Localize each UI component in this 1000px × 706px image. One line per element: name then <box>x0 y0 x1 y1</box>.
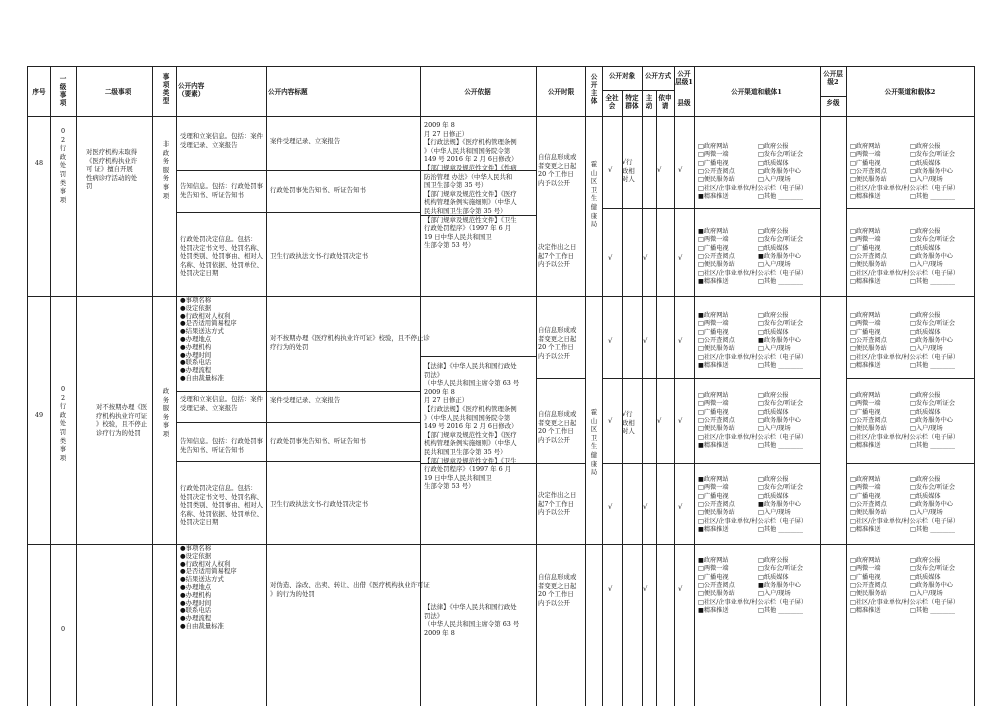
row49-ch1-c-opt-other: □其他 ________ <box>758 525 803 533</box>
row50-ch2-a-opt-4: □广播电视 <box>850 573 881 581</box>
row50-ch1-a-opt-0: ■政府网站 <box>698 557 729 564</box>
row50-check-active: √ <box>643 585 648 593</box>
row48-ch2-a-opt-community: □社区/企事业单位/村公示栏（电子屏） <box>850 184 960 192</box>
row48-check-active-2: √ <box>643 254 648 262</box>
row48-ch1-a-opt-9: □入户/现场 <box>758 176 791 184</box>
grid-line <box>846 66 847 706</box>
row48-ch1-b-opt-4: □广播电视 <box>698 244 729 252</box>
row49-ch2-b-opt-community: □社区/企事业单位/村公示栏（电子屏） <box>850 433 960 441</box>
grid-line <box>176 66 177 706</box>
row50-ch1-a-opt-6: □公开查阅点 <box>698 581 735 589</box>
row49-ch1-b-opt-other: □其他 ________ <box>758 441 803 449</box>
row49-ch1-c-opt-3: □发布会/听证会 <box>758 484 804 492</box>
row48-ch2-b-opt-other: □其他 ________ <box>910 277 955 285</box>
row48-ch1-b-opt-precise: ■精准推送 <box>698 277 729 285</box>
grid-line <box>152 66 153 706</box>
row50-elements: ●事项名称 ●设定依据 ●行政相对人权利 ●是否适用简易程序 ●结果送达方式 ●办理地点 ●办理机构 ●办理时间 ●联系电话 ●办理流程 ●自由裁量标准 <box>180 544 237 630</box>
grid-line <box>602 463 820 464</box>
row49-ch2-c-opt-9: □入户/现场 <box>910 509 943 517</box>
row49-ch1-a-opt-4: □广播电视 <box>698 328 729 336</box>
row49-ch1-b-opt-1: □政府公报 <box>758 392 789 399</box>
row49-ch2-c-opt-7: □政务服务中心 <box>910 500 953 508</box>
row50-ch1-a-opt-9: □入户/现场 <box>758 590 791 598</box>
row49-ch2-a-opt-8: □便民服务站 <box>850 345 887 353</box>
grid-line <box>76 66 77 706</box>
row50-title-top: 对伪造、涂改、出卖、转让、出借《医疗机构执业许可证 》的行为的处罚 <box>270 581 430 598</box>
row49-ch1-a-opt-other: □其他 ________ <box>758 361 803 369</box>
row49-ch1-c-opt-precise: ■精准推送 <box>698 525 729 533</box>
row49-ch2-c-opt-other: □其他 ________ <box>910 525 955 533</box>
row49-ch2-b-opt-4: □广播电视 <box>850 408 881 416</box>
row48-ch2-a-opt-9: □入户/现场 <box>910 176 943 184</box>
row50-ch2-a-opt-other: □其他 ________ <box>910 606 955 614</box>
row49-ch1-a-opt-8: □便民服务站 <box>698 345 735 353</box>
row50-ch2-a-opt-9: □入户/现场 <box>910 590 943 598</box>
row49-ch2-b-opt-0: □政府网站 <box>850 392 881 399</box>
row49-ch2-a-opt-7: □政务服务中心 <box>910 336 953 344</box>
row49-ch2-b-opt-8: □便民服务站 <box>850 425 887 433</box>
row48-ch1-b-opt-3: □发布会/听证会 <box>758 236 804 244</box>
row49-ch2-a-opt-2: □两微一端 <box>850 320 881 328</box>
row49-ch1-a-opt-community: □社区/企事业单位/村公示栏（电子屏） <box>698 353 808 361</box>
row49-ch1-a-opt-6: □公开查阅点 <box>698 336 735 344</box>
row50-ch1-a-opt-3: □发布会/听证会 <box>758 565 804 573</box>
row48-level1: 0 2 行 政 处 罚 类 事 项 <box>59 127 67 204</box>
row50-ch2-a-opt-5: □纸质媒体 <box>910 573 941 581</box>
row48-ch2-b-opt-3: □发布会/听证会 <box>910 236 956 244</box>
grid-line <box>642 66 643 706</box>
header-target-all: 全社 会 <box>605 94 619 110</box>
row48-decision-content: 行政处罚决定信息。包括： 处罚决定书文号、处罚名称、 处罚类别、处罚事由、相对人 名称、处罚依据、处罚单位、 处罚决定日期 <box>180 235 264 278</box>
row49-ch1-a-opt-9: □入户/现场 <box>758 345 791 353</box>
row48-ch1-b-opt-9: □入户/现场 <box>758 261 791 269</box>
header-target-specific: 特定 群体 <box>625 94 639 110</box>
row49-ch1-a-opt-0: ■政府网站 <box>698 312 729 319</box>
row49-ch2-a-opt-0: □政府网站 <box>850 312 881 319</box>
row49-ch1-b-opt-6: □公开查阅点 <box>698 416 735 424</box>
row48-no: 48 <box>34 159 44 167</box>
grid-line <box>974 66 975 706</box>
row48-check-county: √ <box>678 166 683 174</box>
grid-line <box>536 66 537 706</box>
header-town: 乡级 <box>826 99 840 107</box>
row48-ch2-b-opt-1: □政府公报 <box>910 228 941 235</box>
header-content: 公开内容 （要素） <box>178 82 205 98</box>
row49-ch2-b-opt-5: □纸质媒体 <box>910 408 941 416</box>
row48-ch2-a-opt-other: □其他 ________ <box>910 192 955 200</box>
row48-ch2-a-opt-precise: □精准推送 <box>850 192 881 200</box>
row50-ch2-a-opt-precise: □精准推送 <box>850 606 881 614</box>
row48-ch1-a-opt-1: □政府公报 <box>758 143 789 150</box>
row49-ch1-a-opt-1: □政府公报 <box>758 312 789 319</box>
row49-ch2-a-opt-6: □公开查阅点 <box>850 336 887 344</box>
row48-type: 非 政 务 服 务 事 项 <box>162 140 170 200</box>
row50-ch1-a-opt-other: □其他 ________ <box>758 606 803 614</box>
row50-ch2-a-opt-2: □两微一端 <box>850 565 881 573</box>
row48-ch2-b-opt-6: □公开查阅点 <box>850 252 887 260</box>
row48-time-change: 自信息形成或 者变更之日起 20 个工作日 内予以公开 <box>538 153 577 187</box>
row49-level1: 0 2 行 政 处 罚 类 事 项 <box>59 385 67 462</box>
grid-line <box>536 378 585 379</box>
header-channel2: 公开渠道和载体2 <box>884 88 936 96</box>
row49-ch2-a-opt-4: □广播电视 <box>850 328 881 336</box>
row49-ch2-c-opt-0: □政府网站 <box>850 476 881 483</box>
row48-ch2-b-opt-community: □社区/企事业单位/村公示栏（电子屏） <box>850 269 960 277</box>
row48-time-decision: 决定作出之日 起7个工作日 内予以公开 <box>538 243 577 269</box>
row50-ch1-a-opt-2: □两微一端 <box>698 565 729 573</box>
row50-ch1-a-opt-7: ■政务服务中心 <box>758 581 801 589</box>
row48-ch1-a-opt-2: □两微一端 <box>698 151 729 159</box>
row48-ch2-a-opt-3: □发布会/听证会 <box>910 151 956 159</box>
row49-ch2-a-opt-1: □政府公报 <box>910 312 941 319</box>
row49-ch2-b-opt-9: □入户/现场 <box>910 425 943 433</box>
row49-subject: 霍 山 区 卫 生 健 康 局 <box>590 408 598 477</box>
row48-notice-content: 告知信息。包括：行政处罚事 先告知书、听证告知书 <box>180 182 264 199</box>
grid-line <box>846 463 974 464</box>
row49-notice-content: 告知信息。包括：行政处罚事 先告知书、听证告知书 <box>180 437 264 454</box>
grid-line <box>420 66 421 706</box>
row49-ch2-c-opt-2: □两微一端 <box>850 484 881 492</box>
row48-ch2-b-opt-7: □政务服务中心 <box>910 252 953 260</box>
row49-ch1-a-opt-2: □两微一端 <box>698 320 729 328</box>
header-target: 公开对象 <box>608 72 636 80</box>
row49-notice-title: 行政处罚事先告知书、听证告知书 <box>270 437 366 445</box>
row50-ch2-a-opt-7: □政务服务中心 <box>910 581 953 589</box>
header-county: 县级 <box>677 99 691 107</box>
row48-ch2-a-opt-0: □政府网站 <box>850 143 881 150</box>
row49-ch1-b-opt-4: □广播电视 <box>698 408 729 416</box>
header-level1: 一 级 事 项 <box>59 75 67 107</box>
row48-ch1-b-opt-2: □两微一端 <box>698 236 729 244</box>
row48-ch2-a-opt-5: □纸质媒体 <box>910 159 941 167</box>
row49-time-decision: 决定作出之日 起7个工作日 内予以公开 <box>538 491 577 517</box>
row48-ch2-b-opt-5: □纸质媒体 <box>910 244 941 252</box>
row49-type: 政 务 服 务 事 项 <box>162 387 170 438</box>
row48-ch1-a-opt-precise: ■精准推送 <box>698 192 729 200</box>
row49-ch1-b-opt-2: □两微一端 <box>698 400 729 408</box>
row50-check-all: √ <box>608 585 613 593</box>
row48-ch2-b-opt-2: □两微一端 <box>850 236 881 244</box>
row49-elements: ●事项名称 ●设定依据 ●行政相对人权利 ●是否适用简易程序 ●结果送达方式 ●办理地点 ●办理机构 ●办理时间 ●联系电话 ●办理流程 ●自由裁量标准 <box>180 296 237 382</box>
row49-accept-title: 案件受理记录、立案报告 <box>270 396 341 404</box>
row49-ch2-a-opt-5: □纸质媒体 <box>910 328 941 336</box>
row48-ch1-b-opt-7: ■政务服务中心 <box>758 252 801 260</box>
row48-ch2-b-opt-0: □政府网站 <box>850 228 881 235</box>
row49-ch2-c-opt-precise: □精准推送 <box>850 525 881 533</box>
header-method-apply: 依申 请 <box>658 94 672 110</box>
row50-ch2-a-opt-0: □政府网站 <box>850 557 881 564</box>
grid-line <box>846 378 974 379</box>
header-time: 公开时限 <box>547 88 575 96</box>
row48-ch1-a-opt-5: □纸质媒体 <box>758 159 789 167</box>
row49-level2: 对不按期办理《医 疗机构执业许可证 》校验，且不停止 诊疗行为的处罚 <box>96 403 148 437</box>
row49-ch1-c-opt-8: □便民服务站 <box>698 509 735 517</box>
row49-check-active-2: √ <box>643 503 648 511</box>
row49-ch1-b-opt-3: □发布会/听证会 <box>758 400 804 408</box>
grid-line <box>846 208 974 209</box>
row50-level1: 0 <box>60 625 66 633</box>
row48-accept-content: 受理和立案信息。包括：案件 受理记录、立案报告 <box>180 132 264 149</box>
row49-target: √行 政相 对人 <box>622 410 635 436</box>
header-type: 事 项 类 型 <box>162 73 170 105</box>
row48-ch1-a-opt-6: □公开查阅点 <box>698 167 735 175</box>
row48-ch1-a-opt-other: □其他 ________ <box>758 192 803 200</box>
row48-subject: 霍 山 区 卫 生 健 康 局 <box>590 160 598 229</box>
grid-line <box>176 422 420 423</box>
grid-line <box>602 66 603 706</box>
row48-level2: 对医疗机构未取得 《医疗机构执业许 可 证》擅自开展 性病诊疗活动的处 罚 <box>86 148 138 191</box>
row49-ch2-c-opt-6: □公开查阅点 <box>850 500 887 508</box>
row48-ch1-a-opt-8: □便民服务站 <box>698 176 735 184</box>
row48-ch2-a-opt-2: □两微一端 <box>850 151 881 159</box>
row49-ch2-b-opt-other: □其他 ________ <box>910 441 955 449</box>
header-subject: 公 开 主 体 <box>590 73 598 105</box>
row49-ch1-b-opt-community: □社区/企事业单位/村公示栏（电子屏） <box>698 433 808 441</box>
row48-target: √行 政相 对人 <box>622 158 635 184</box>
row49-ch2-b-opt-precise: □精准推送 <box>850 441 881 449</box>
header-no: 序号 <box>32 88 46 96</box>
row49-ch1-c-opt-6: □公开查阅点 <box>698 500 735 508</box>
grid-line <box>602 208 820 209</box>
row48-ch1-b-opt-5: □纸质媒体 <box>758 244 789 252</box>
header-basis: 公开依据 <box>464 88 491 96</box>
row49-decision-content: 行政处罚决定信息。包括： 处罚决定书文号、处罚名称、 处罚类别、处罚事由、相对人 名称、处罚依据、处罚单位、 处罚决定日期 <box>180 484 264 527</box>
grid-line <box>536 463 585 464</box>
row49-ch2-b-opt-1: □政府公报 <box>910 392 941 399</box>
row48-ch2-a-opt-7: □政务服务中心 <box>910 167 953 175</box>
row49-ch1-c-opt-1: □政府公报 <box>758 476 789 483</box>
row49-ch1-a-opt-3: □发布会/听证会 <box>758 320 804 328</box>
header-scope2: 公开层 级2 <box>823 70 843 86</box>
row48-ch2-a-opt-8: □便民服务站 <box>850 176 887 184</box>
row48-check-all: √ <box>608 166 613 174</box>
row50-time-change: 自信息形成或 者变更之日起 20 个工作日 内予以公开 <box>538 573 577 607</box>
row50-basis: 【法律】《中华人民共和国行政处 罚法》 （中华人民共和国主席令第 63 号 2009 年 8 <box>424 603 520 637</box>
row48-ch2-b-opt-8: □便民服务站 <box>850 261 887 269</box>
row50-check-county: √ <box>678 585 683 593</box>
row49-title-top: 对不按期办理《医疗机构执业许可证》校验，且不停止诊 疗行为的处罚 <box>270 334 430 351</box>
row49-ch2-c-opt-8: □便民服务站 <box>850 509 887 517</box>
row49-ch2-c-opt-5: □纸质媒体 <box>910 492 941 500</box>
row49-check-county: √ <box>678 417 683 425</box>
row50-ch2-a-opt-community: □社区/企事业单位/村公示栏（电子屏） <box>850 598 960 606</box>
header-scope1: 公开 层级1 <box>675 70 693 86</box>
grid-line <box>266 66 267 706</box>
row49-time-change: 自信息形成或 者变更之日起 20 个工作日 内予以公开 <box>538 326 577 360</box>
row49-accept-content: 受理和立案信息。包括：案件 受理记录、立案报告 <box>180 395 264 412</box>
row49-check-all-2: √ <box>608 503 613 511</box>
grid-line <box>820 66 821 706</box>
row48-ch1-b-opt-other: □其他 ________ <box>758 277 803 285</box>
grid-line <box>27 116 974 117</box>
row48-ch2-b-opt-9: □入户/现场 <box>910 261 943 269</box>
row49-ch1-c-opt-5: □纸质媒体 <box>758 492 789 500</box>
row49-ch1-b-opt-7: □政务服务中心 <box>758 416 801 424</box>
row49-ch2-a-opt-9: □入户/现场 <box>910 345 943 353</box>
grid-line <box>602 378 820 379</box>
row48-ch1-a-opt-3: □发布会/听证会 <box>758 151 804 159</box>
row49-ch1-c-opt-7: ■政务服务中心 <box>758 500 801 508</box>
header-method-active: 主 动 <box>645 94 653 110</box>
row48-ch1-b-opt-6: □公开查阅点 <box>698 252 735 260</box>
header-level2: 二级事项 <box>104 88 132 96</box>
row48-ch1-b-opt-0: ■政府网站 <box>698 228 729 235</box>
row48-ch2-b-opt-precise: □精准推送 <box>850 277 881 285</box>
row49-ch1-a-opt-7: ■政务服务中心 <box>758 336 801 344</box>
header-channel1: 公开渠道和载体1 <box>731 88 782 96</box>
grid-line <box>602 90 674 91</box>
row49-check-county-2: √ <box>678 503 683 511</box>
row49-ch2-b-opt-6: □公开查阅点 <box>850 416 887 424</box>
grid-line <box>27 66 974 67</box>
row49-ch1-c-opt-2: □两微一端 <box>698 484 729 492</box>
row49-ch2-a-opt-community: □社区/企事业单位/村公示栏（电子屏） <box>850 353 960 361</box>
grid-line <box>50 66 51 706</box>
row50-ch2-a-opt-3: □发布会/听证会 <box>910 565 956 573</box>
row48-ch2-b-opt-4: □广播电视 <box>850 244 881 252</box>
row49-decision-title: 卫生行政执法文书-行政处罚决定书 <box>270 500 369 508</box>
row49-ch2-a-opt-other: □其他 ________ <box>910 361 955 369</box>
grid-line <box>420 356 536 357</box>
row50-ch1-a-opt-8: □便民服务站 <box>698 590 735 598</box>
row48-ch1-b-opt-8: □便民服务站 <box>698 261 735 269</box>
row49-ch1-b-opt-9: □入户/现场 <box>758 425 791 433</box>
row49-no: 49 <box>34 411 44 419</box>
row49-ch2-b-opt-3: □发布会/听证会 <box>910 400 956 408</box>
row49-ch2-c-opt-3: □发布会/听证会 <box>910 484 956 492</box>
row48-ch1-a-opt-4: □广播电视 <box>698 159 729 167</box>
grid-line <box>176 461 420 462</box>
row49-ch1-a-opt-precise: ■精准推送 <box>698 361 729 369</box>
row49-ch2-c-opt-community: □社区/企事业单位/村公示栏（电子屏） <box>850 517 960 525</box>
row49-ch1-c-opt-community: □社区/企事业单位/村公示栏（电子屏） <box>698 517 808 525</box>
grid-line <box>674 66 675 706</box>
row48-basis: 2009 年 8 月 27 日修正） 【行政法规】《医疗机构管理条例 》（中华人民共和国国务院令第 149 号 2016 年 2 月 6日修改） 【部门规章及规范性文件】《性病 防治管理 办法》（中华人民共和 国卫生部令第 35 号） 【部门规章及规范性文件】《医疗 机构管理条例实施细则》（中华人 民共和国卫生部令第 35 号） 【部门规章及规范性文件】《卫生 行政处罚程序》（1997 年 6 月 19 日中华人民共和国卫 生部令第 53 号） <box>424 121 518 250</box>
row49-ch1-c-opt-4: □广播电视 <box>698 492 729 500</box>
row49-ch1-c-opt-9: □入户/现场 <box>758 509 791 517</box>
row49-ch2-b-opt-7: □政务服务中心 <box>910 416 953 424</box>
row48-decision-title: 卫生行政执法文书-行政处罚决定书 <box>270 252 369 260</box>
row50-ch1-a-opt-1: □政府公报 <box>758 557 789 564</box>
grid-line <box>694 66 695 706</box>
row50-ch2-a-opt-8: □便民服务站 <box>850 590 887 598</box>
row50-ch2-a-opt-1: □政府公报 <box>910 557 941 564</box>
row48-ch1-a-opt-community: □社区/企事业单位/村公示栏（电子屏） <box>698 184 808 192</box>
row48-ch2-a-opt-4: □广播电视 <box>850 159 881 167</box>
row48-ch2-a-opt-1: □政府公报 <box>910 143 941 150</box>
row48-notice-title: 行政处罚事先告知书、听证告知书 <box>270 186 366 194</box>
row49-ch1-a-opt-5: □纸质媒体 <box>758 328 789 336</box>
row48-ch2-a-opt-6: □公开查阅点 <box>850 167 887 175</box>
row48-ch1-b-opt-community: □社区/企事业单位/村公示栏（电子屏） <box>698 269 808 277</box>
row49-time-change-2: 自信息形成或 者变更之日起 20 个工作日 内予以公开 <box>538 410 577 444</box>
row48-check-active: √ <box>657 166 662 174</box>
row48-accept-title: 案件受理记录、立案报告 <box>270 137 341 145</box>
header-method: 公开方式 <box>644 72 672 80</box>
row49-check-county-0: √ <box>678 337 683 345</box>
row49-ch1-b-opt-precise: ■精准推送 <box>698 441 729 449</box>
row48-ch1-a-opt-0: □政府网站 <box>698 143 729 150</box>
row49-basis: 【法律】《中华人民共和国行政处 罚法》 （中华人民共和国主席令第 63 号 2009 年 8 月 27 日修正） 【行政法规】《医疗机构管理条例 》（中华人民共和国国务院令第 149 号 2016 年 2 月 6日修改） 【部门规章及规范性文件】《医疗 机构管理条例实施细则》（中华人 民共和国卫生部令第 35 号） 【部门规章及规范性文件】《卫生 行政处罚程序》（1997 年 6 月 19 日中华人民共和国卫 生部令第 53 号） <box>424 362 520 491</box>
row48-ch1-a-opt-7: □政务服务中心 <box>758 167 801 175</box>
row49-ch1-b-opt-5: □纸质媒体 <box>758 408 789 416</box>
row49-check-active: √ <box>657 417 662 425</box>
row49-ch2-b-opt-2: □两微一端 <box>850 400 881 408</box>
row48-ch1-b-opt-1: □政府公报 <box>758 228 789 235</box>
row49-check-all-0: √ <box>608 337 613 345</box>
row50-ch1-a-opt-precise: ■精准推送 <box>698 606 729 614</box>
grid-line <box>176 212 420 213</box>
grid-line <box>27 544 974 545</box>
row49-ch2-a-opt-3: □发布会/听证会 <box>910 320 956 328</box>
row49-ch1-c-opt-0: ■政府网站 <box>698 476 729 483</box>
row49-check-active-0: √ <box>643 337 648 345</box>
grid-line <box>820 96 846 97</box>
row48-check-all-2: √ <box>608 254 613 262</box>
header-title: 公开内容标题 <box>268 88 308 96</box>
row50-ch1-a-opt-community: □社区/企事业单位/村公示栏（电子屏） <box>698 598 808 606</box>
row50-ch1-a-opt-4: □广播电视 <box>698 573 729 581</box>
row48-check-county-2: √ <box>678 254 683 262</box>
row49-ch2-c-opt-4: □广播电视 <box>850 492 881 500</box>
row50-ch2-a-opt-6: □公开查阅点 <box>850 581 887 589</box>
row49-ch2-a-opt-precise: □精准推送 <box>850 361 881 369</box>
row49-check-all: √ <box>608 417 613 425</box>
grid-line <box>656 90 657 706</box>
grid-line <box>176 391 420 392</box>
row49-ch1-b-opt-0: □政府网站 <box>698 392 729 399</box>
row49-ch1-b-opt-8: □便民服务站 <box>698 425 735 433</box>
grid-line <box>27 296 974 297</box>
row50-ch1-a-opt-5: □纸质媒体 <box>758 573 789 581</box>
row49-ch2-c-opt-1: □政府公报 <box>910 476 941 483</box>
